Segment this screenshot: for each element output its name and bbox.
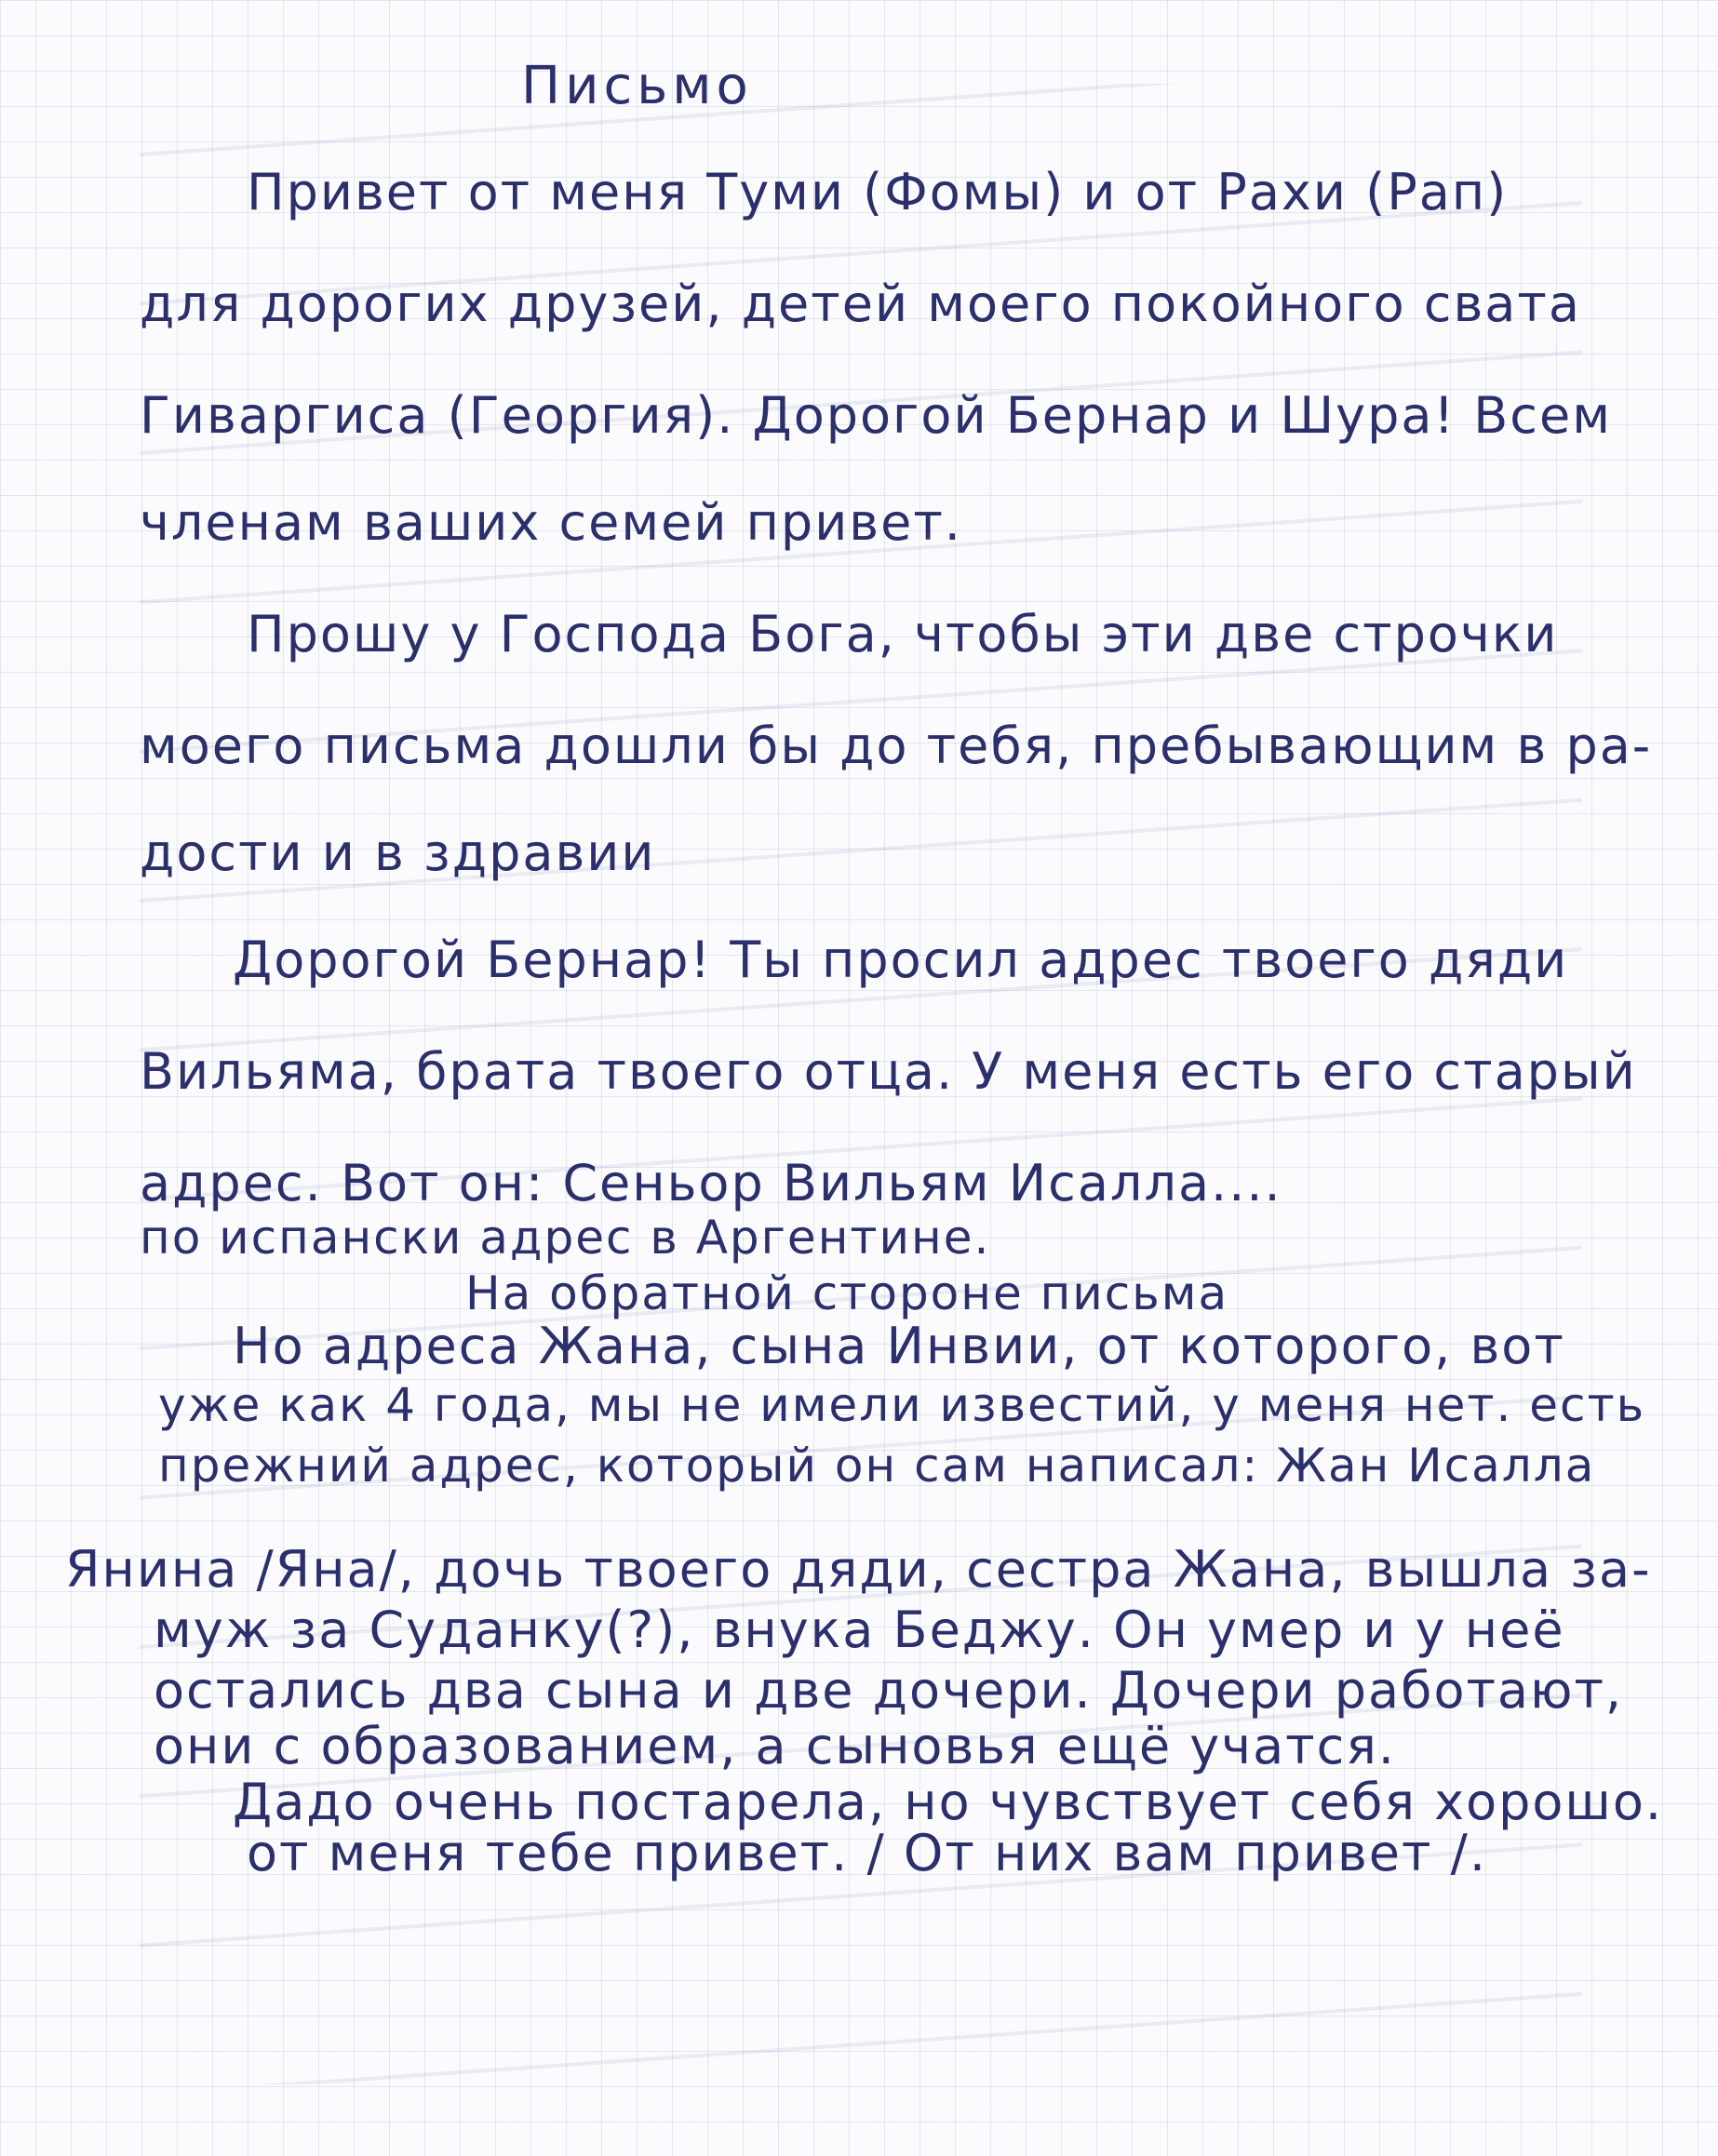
letter-line: Янина /Яна/, дочь твоего дяди, сестра Жана, вышла за- [65, 1540, 1652, 1599]
letter-line: муж за Суданку(?), внука Беджу. Он умер и у неё [154, 1600, 1565, 1659]
letter-line: от меня тебе привет. / От них вам привет /. [247, 1824, 1487, 1882]
letter-line: членам ваших семей привет. [140, 493, 962, 552]
letter-line: дости и в здравии [140, 824, 656, 882]
letter-line: по испански адрес в Аргентине. [140, 1211, 991, 1265]
letter-line: адрес. Вот он: Сеньор Вильям Исалла.... [140, 1154, 1282, 1212]
letter-line: Привет от меня Туми (Фомы) и от Рахи (Рап) [247, 163, 1509, 221]
letter-line: для дорогих друзей, детей моего покойного свата [140, 275, 1581, 333]
letter-note: На обратной стороне письма [465, 1266, 1229, 1320]
letter-line: моего письма дошли бы до тебя, пребывающим в ра- [140, 716, 1653, 775]
letter-line: остались два сына и две дочери. Дочери работают, [154, 1661, 1624, 1720]
letter-line: прежний адрес, который он сам написал: Жан Исалла [158, 1439, 1596, 1493]
letter-title: Письмо [521, 56, 753, 116]
letter-line: Но адреса Жана, сына Инвии, от которого, вот [233, 1317, 1565, 1375]
letter-line: Дорогой Бернар! Ты просил адрес твоего дяди [233, 931, 1569, 989]
letter-line: Прошу у Господа Бога, чтобы эти две строчки [247, 605, 1559, 663]
letter-line: уже как 4 года, мы не имели известий, у меня нет. есть [158, 1378, 1646, 1432]
letter-line: Гиваргиса (Георгия). Дорогой Бернар и Шура! Всем [140, 386, 1612, 445]
letter-line: они с образованием, а сыновья ещё учатся. [154, 1717, 1396, 1775]
letter-line: Дадо очень постарела, но чувствует себя хорошо. [233, 1773, 1664, 1831]
letter-line: Вильяма, брата твоего отца. У меня есть его старый [140, 1042, 1637, 1101]
